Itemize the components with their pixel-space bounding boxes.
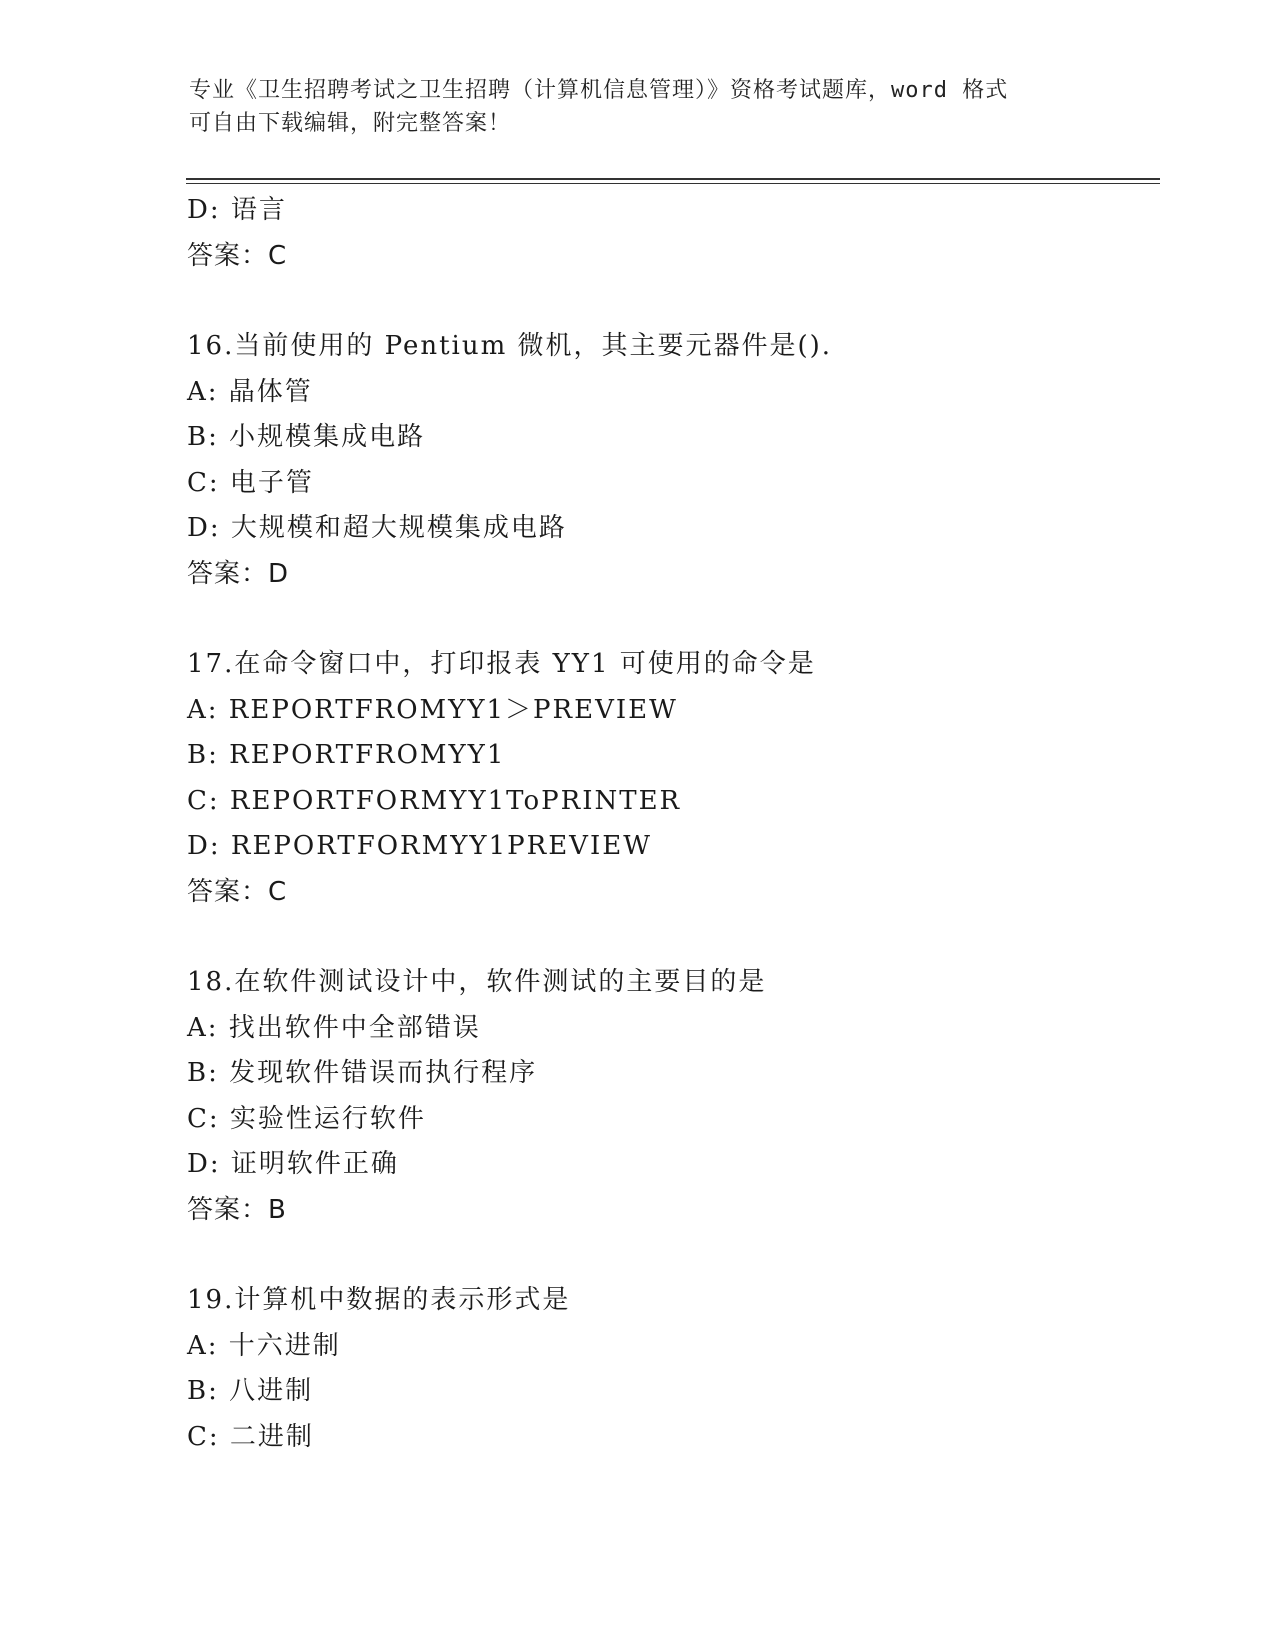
question-block-18 (187, 960, 1167, 1233)
header-divider-thin (186, 183, 1160, 184)
spacer (187, 597, 1167, 642)
option-a: A: 十六进制 (187, 1330, 341, 1361)
spacer (187, 915, 1167, 960)
question-block-17 (187, 642, 1167, 915)
option-d: D: 证明软件正确 (187, 1149, 399, 1179)
question-list (187, 188, 1167, 1460)
spacer (187, 1233, 1167, 1278)
option-c: C: REPORTFORMYY1ToPRINTER (187, 785, 682, 816)
option-d: D: 大规模和超大规模集成电路 (187, 513, 567, 543)
option-c: C: 二进制 (187, 1421, 314, 1452)
option-c: C: 电子管 (187, 467, 314, 498)
question-block-19 (187, 1278, 1167, 1460)
question-text: 17.在命令窗口中，打印报表 YY1 可使用的命令是 (187, 649, 816, 679)
question-block-16 (187, 324, 1167, 597)
question-text: 18.在软件测试设计中，软件测试的主要目的是 (187, 967, 767, 997)
option-b: B: REPORTFROMYY1 (187, 740, 506, 770)
header-divider-thick (186, 178, 1160, 180)
answer-line: 答案：C (187, 240, 288, 271)
header-line-1: 专业《卫生招聘考试之卫生招聘（计算机信息管理）》资格考试题库，word 格式 (189, 78, 1009, 103)
document-header (189, 74, 1089, 140)
option-a: A: 找出软件中全部错误 (187, 1012, 481, 1043)
question-text: 19.计算机中数据的表示形式是 (187, 1285, 571, 1315)
option-d: D: 语言 (187, 195, 287, 225)
option-b: B: 发现软件错误而执行程序 (187, 1058, 538, 1088)
header-line-2: 可自由下载编辑，附完整答案！ (189, 111, 512, 136)
answer-line: 答案：B (187, 1194, 287, 1225)
spacer (187, 279, 1167, 324)
option-a: A: REPORTFROMYY1＞PREVIEW (187, 694, 678, 725)
answer-line: 答案：D (187, 558, 290, 589)
option-b: B: 小规模集成电路 (187, 422, 426, 452)
answer-line: 答案：C (187, 876, 288, 907)
option-b: B: 八进制 (187, 1376, 314, 1406)
question-text: 16.当前使用的 Pentium 微机，其主要元器件是(). (187, 331, 833, 361)
option-d: D: REPORTFORMYY1PREVIEW (187, 831, 652, 861)
option-c: C: 实验性运行软件 (187, 1103, 426, 1134)
option-a: A: 晶体管 (187, 376, 313, 407)
